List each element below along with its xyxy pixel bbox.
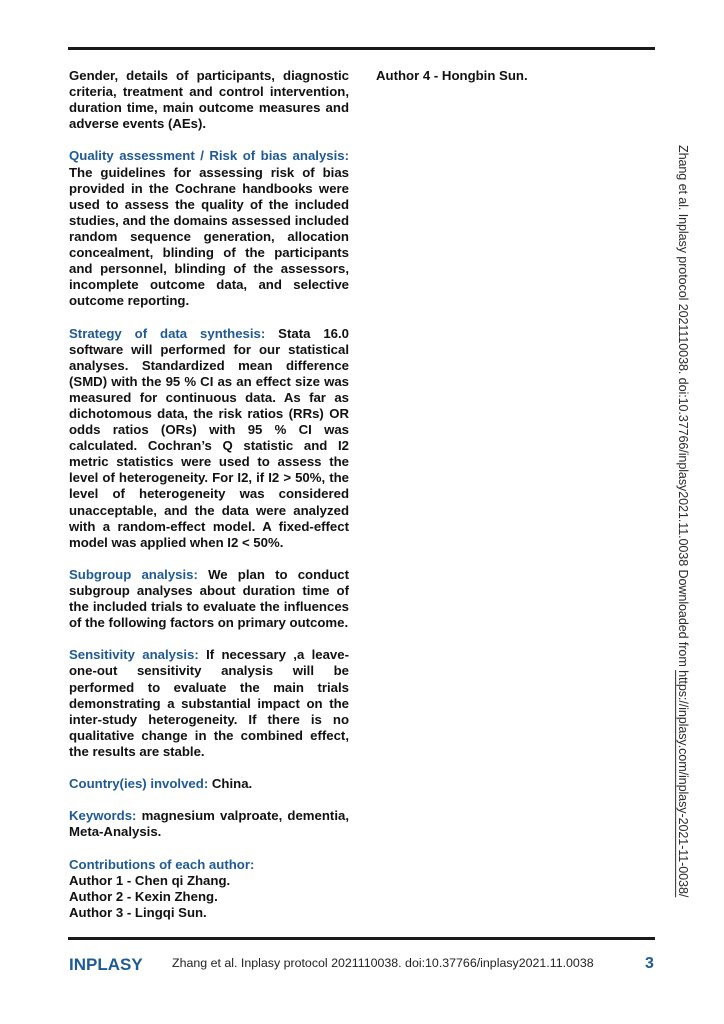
section-heading: Subgroup analysis: [69, 566, 198, 582]
side-note-text: Zhang et al. Inplasy protocol 2021110038. doi:10.37766/inplasy2021.11.0038 Downloaded from [676, 145, 690, 671]
intro-text: Gender, details of participants, diagnostic criteria, treatment and control intervention, duration time, main outcome measures and adverse events (AEs). [69, 68, 349, 132]
section-contributions [69, 857, 349, 921]
section-body: We plan to conduct subgroup analyses about duration time of the included trials to evaluate the influences of the following factors on primary outcome. [69, 566, 349, 631]
section-body: If necessary ,a leave-one-out sensitivity analysis will be performed to evaluate the main trials demonstrating a substantial impact on the inter-study heterogeneity. If there is no qualitative change in the combined effect, the results are stable. [69, 647, 349, 759]
author-item: Author 4 - Hongbin Sun. [376, 68, 528, 83]
section-body: Stata 16.0 software will performed for our statistical analyses. Standardized mean difference (SMD) with the 95 % CI as an effect size was measured for continuous data. As far as dichotomous data, the risk ratios (RRs) OR odds ratios (ORs) with 95 % CI was calculated. Cochran’s Q statistic and I2 metric statistics were used to assess the level of heterogeneity. For I2, if I2 > 50%, the level of heterogeneity was considered unacceptable, and the data were analyzed with a random-effect model. A fixed-effect model was applied when I2 < 50%. [69, 325, 349, 550]
section-country [69, 776, 349, 792]
section-heading: Country(ies) involved: [69, 776, 209, 792]
footer-citation: Zhang et al. Inplasy protocol 2021110038. doi:10.37766/inplasy2021.11.0038 [172, 956, 594, 970]
left-column [69, 68, 349, 921]
right-column [376, 68, 636, 84]
footer-brand-logo: INPLASY [69, 955, 143, 974]
section-keywords [69, 808, 349, 840]
section-heading: Strategy of data synthesis: [69, 325, 266, 341]
section-body: China. [211, 776, 253, 792]
header-rule [68, 47, 655, 50]
side-download-note [676, 145, 690, 897]
section-body: magnesium valproate, dementia, Meta-Analysis. [69, 808, 349, 840]
author-item: Author 3 - Lingqi Sun. [69, 904, 207, 920]
section-heading: Keywords: [69, 808, 137, 824]
side-note-link[interactable]: https://inplasy.com/inplasy-2021-11-0038/ [676, 670, 690, 898]
section-body: The guidelines for assessing risk of bias provided in the Cochrane handbooks were used to assess the quality of the included studies, and the domains assessed included random sequence generation, allocation concealment, blinding of the participants and personnel, blinding of the assessors, incomplete outcome data, and selective outcome reporting. [69, 164, 349, 309]
section-heading: Contributions of each author: [69, 856, 255, 872]
section-heading: Quality assessment / Risk of bias analysis: [69, 148, 349, 164]
intro-paragraph [69, 68, 349, 132]
author-item: Author 2 - Kexin Zheng. [69, 888, 218, 904]
section-data-synthesis [69, 326, 349, 551]
author-item: Author 1 - Chen qi Zhang. [69, 872, 231, 888]
section-quality-assessment [69, 148, 349, 309]
page-number: 3 [645, 955, 654, 972]
footer-rule [68, 937, 655, 940]
section-sensitivity-analysis [69, 647, 349, 760]
section-subgroup-analysis [69, 567, 349, 631]
section-heading: Sensitivity analysis: [69, 647, 199, 663]
